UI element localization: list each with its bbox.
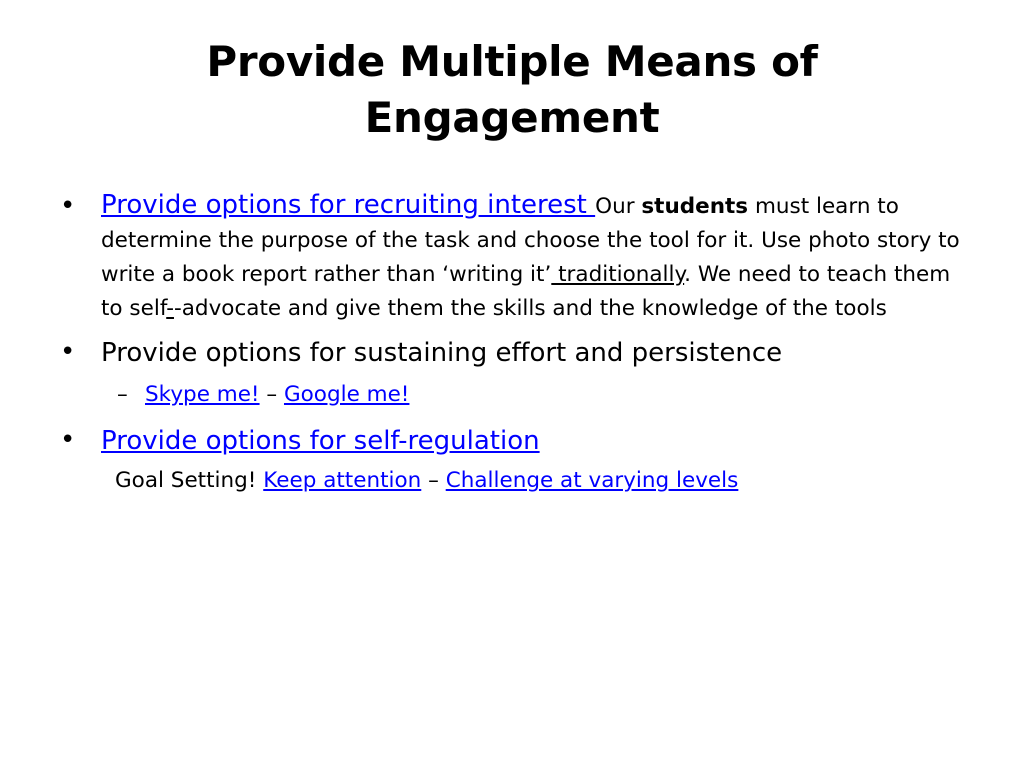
bullet-self-regulation (60, 422, 960, 460)
keep-attention-link[interactable]: Keep attention (263, 468, 422, 493)
goal-setting-line (60, 464, 960, 498)
bullet-sustaining-effort (60, 334, 960, 372)
google-me-link[interactable]: Google me! (283, 382, 410, 407)
goal-setting-text: Goal Setting! (115, 468, 264, 493)
slide-title-line-2: Engagement (364, 93, 660, 142)
traditionally-underlined-text: traditionally (551, 262, 685, 287)
slide-title-line-1: Provide Multiple Means of (206, 37, 818, 86)
bullet-1-text-a: Our (595, 194, 642, 219)
bullet-recruiting-interest (60, 188, 960, 326)
slide-title (140, 34, 884, 146)
sustaining-effort-text: Provide options for sustaining effort and persistence (101, 338, 783, 368)
students-bold-text: students (641, 194, 749, 219)
bullet-list (60, 188, 960, 498)
bullet-1-text-c: . We need to teach them to self (101, 262, 951, 321)
recruiting-interest-link[interactable]: Provide options for recruiting interest (101, 190, 596, 220)
self-regulation-link[interactable]: Provide options for self-regulation (101, 426, 540, 456)
sub-bullet-skype-google (60, 378, 960, 412)
self-advocate-hyphen: - (166, 296, 174, 321)
dash-icon: – (117, 382, 128, 407)
skype-me-link[interactable]: Skype me! (145, 382, 260, 407)
challenge-varying-levels-link[interactable]: Challenge at varying levels (445, 468, 739, 493)
bullet-dot-icon: • (60, 425, 76, 455)
goal-separator: – (421, 468, 446, 493)
bullet-1-text-d: -advocate and give them the skills and the knowledge of the tools (173, 296, 887, 321)
bullet-1-text-b: must learn to determine the purpose of the task and choose the tool for it. Use photo story to write a book report rather than ‘writing it’ (101, 194, 960, 287)
bullet-dot-icon: • (60, 191, 76, 221)
sub-separator: – (259, 382, 284, 407)
bullet-dot-icon: • (60, 337, 76, 367)
